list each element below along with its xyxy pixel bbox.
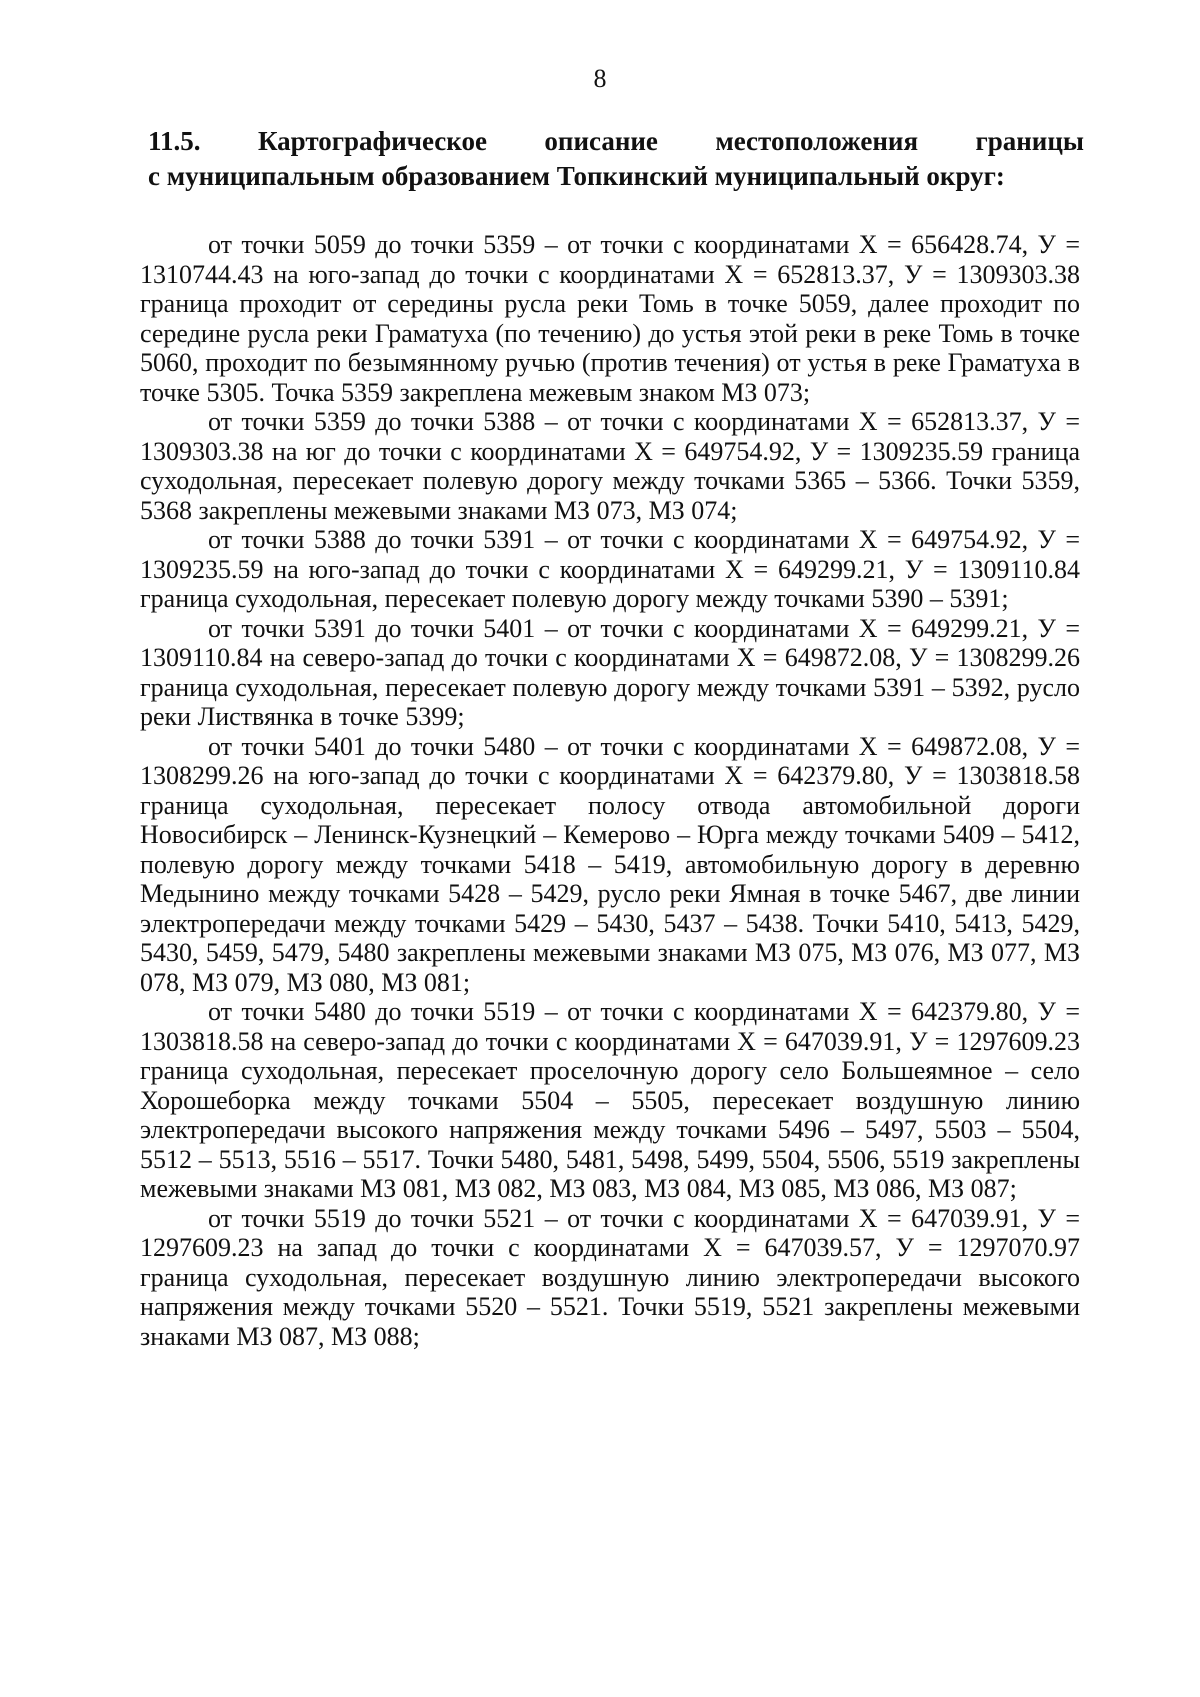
page-number: 8 <box>593 64 607 93</box>
boundary-paragraph: от точки 5059 до точки 5359 – от точки с координатами Х = 656428.74, У = 1310744.43 на юго-запад до точки с координатами Х = 652813.37, У = 1309303.38 граница проходит от середины русла реки Томь в точке 5059, далее проходит по середине русла реки Граматуха (по течению) до устья этой реки в реке Томь в точке 5060, проходит по безымянному ручью (против течения) от устья в реке Граматуха в точке 5305. Точка 5359 закреплена межевым знаком МЗ 073; <box>140 230 1080 407</box>
heading-line-1 <box>148 124 1084 159</box>
boundary-paragraph: от точки 5480 до точки 5519 – от точки с координатами Х = 642379.80, У = 1303818.58 на северо-запад до точки с координатами Х = 647039.91, У = 1297609.23 граница суходольная, пересекает проселочную дорогу село Большеямное – село Хорошеборка между точками 5504 – 5505, пересекает воздушную линию электропередачи высокого напряжения между точками 5496 – 5497, 5503 – 5504, 5512 – 5513, 5516 – 5517. Точки 5480, 5481, 5498, 5499, 5504, 5506, 5519 закреплены межевыми знаками МЗ 081, МЗ 082, МЗ 083, МЗ 084, МЗ 085, МЗ 086, МЗ 087; <box>140 997 1080 1203</box>
heading-title: Картографическое описание местоположения границы <box>257 126 1085 156</box>
heading-line-2: с муниципальным образованием Топкинский муниципальный округ: <box>148 161 1005 191</box>
boundary-description <box>140 230 1080 1351</box>
boundary-paragraph: от точки 5401 до точки 5480 – от точки с координатами Х = 649872.08, У = 1308299.26 на юго-запад до точки с координатами Х = 642379.80, У = 1303818.58 граница суходольная, пересекает полосу отвода автомобильной дороги Новосибирск – Ленинск-Кузнецкий – Кемерово – Юрга между точками 5409 – 5412, полевую дорогу между точками 5418 – 5419, автомобильную дорогу в деревню Медынино между точками 5428 – 5429, русло реки Ямная в точке 5467, две линии электропередачи между точками 5429 – 5430, 5437 – 5438. Точки 5410, 5413, 5429, 5430, 5459, 5479, 5480 закреплены межевыми знаками МЗ 075, МЗ 076, МЗ 077, МЗ 078, МЗ 079, МЗ 080, МЗ 081; <box>140 731 1080 997</box>
section-number: 11.5. <box>148 126 201 156</box>
boundary-paragraph: от точки 5359 до точки 5388 – от точки с координатами Х = 652813.37, У = 1309303.38 на юг до точки с координатами Х = 649754.92, У = 1309235.59 граница суходольная, пересекает полевую дорогу между точками 5365 – 5366. Точки 5359, 5368 закреплены межевыми знаками МЗ 073, МЗ 074; <box>140 407 1080 525</box>
section-heading <box>148 124 1084 194</box>
boundary-paragraph: от точки 5388 до точки 5391 – от точки с координатами Х = 649754.92, У = 1309235.59 на юго-запад до точки с координатами Х = 649299.21, У = 1309110.84 граница суходольная, пересекает полевую дорогу между точками 5390 – 5391; <box>140 525 1080 613</box>
boundary-paragraph: от точки 5519 до точки 5521 – от точки с координатами Х = 647039.91, У = 1297609.23 на запад до точки с координатами Х = 647039.57, У = 1297070.97 граница суходольная, пересекает воздушную линию электропередачи высокого напряжения между точками 5520 – 5521. Точки 5519, 5521 закреплены межевыми знаками МЗ 087, МЗ 088; <box>140 1203 1080 1351</box>
boundary-paragraph: от точки 5391 до точки 5401 – от точки с координатами Х = 649299.21, У = 1309110.84 на северо-запад до точки с координатами Х = 649872.08, У = 1308299.26 граница суходольная, пересекает полевую дорогу между точками 5391 – 5392, русло реки Листвянка в точке 5399; <box>140 613 1080 731</box>
